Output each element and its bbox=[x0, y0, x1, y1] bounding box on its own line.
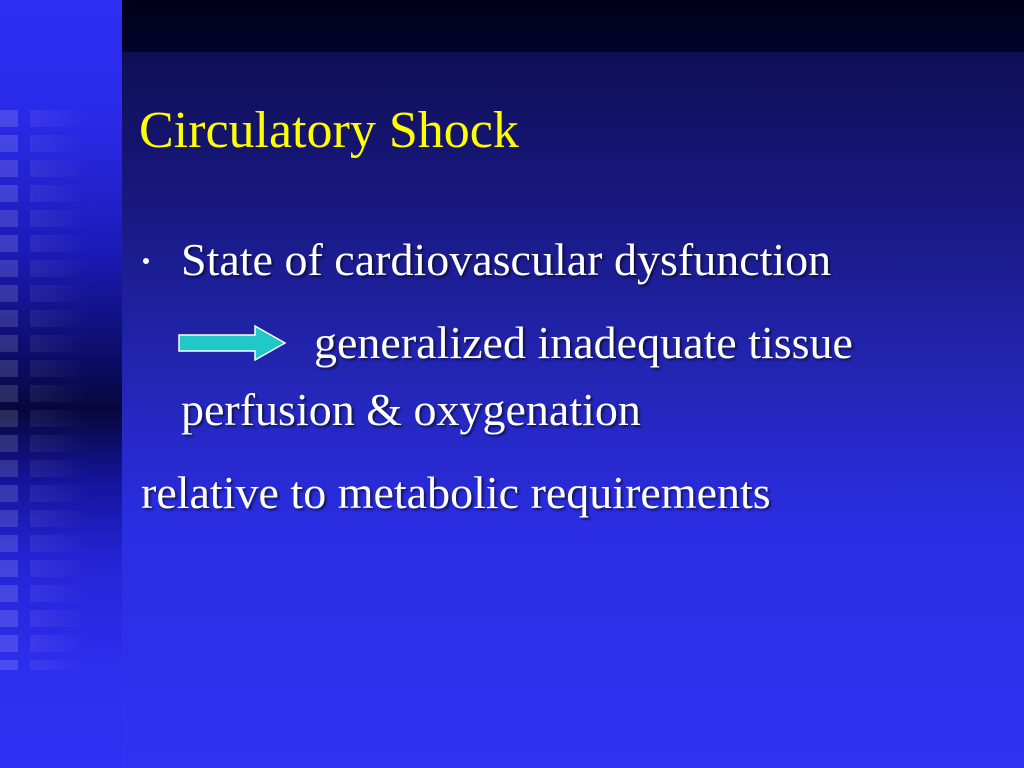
decorative-squares-fade bbox=[30, 110, 90, 670]
top-band bbox=[122, 0, 1024, 52]
left-decorative-strip bbox=[0, 0, 122, 768]
arrow-line-text: generalized inadequate tissue bbox=[314, 317, 853, 368]
slide-title: Circulatory Shock bbox=[139, 102, 519, 159]
decorative-squares bbox=[0, 110, 30, 670]
right-arrow-icon bbox=[177, 323, 289, 363]
bullet-icon bbox=[143, 258, 149, 264]
footer-line-text: relative to metabolic requirements bbox=[141, 467, 771, 518]
continuation-text: perfusion & oxygenation bbox=[181, 384, 641, 435]
bullet-text: State of cardiovascular dysfunction bbox=[181, 234, 832, 285]
